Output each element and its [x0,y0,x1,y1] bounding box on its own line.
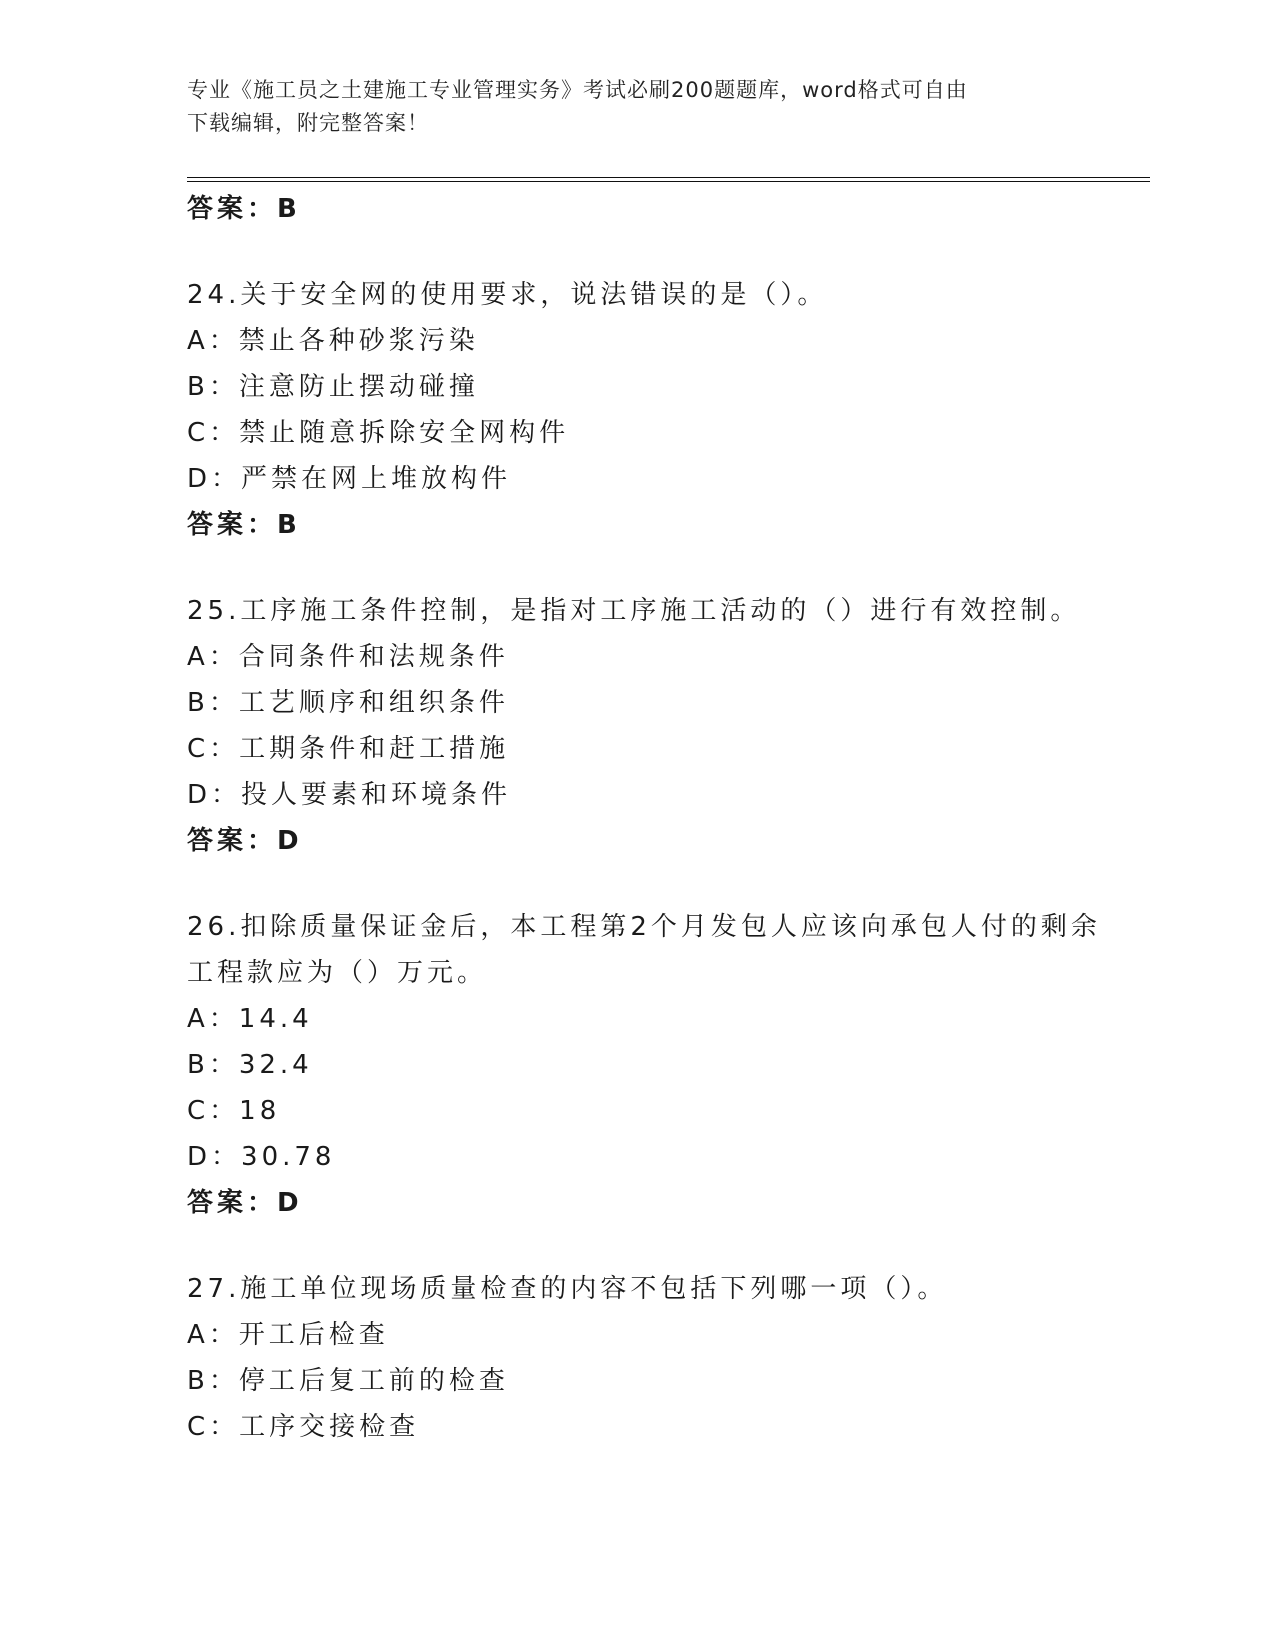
question-stem: 27.施工单位现场质量检查的内容不包括下列哪一项（）。 [187,1274,948,1304]
answer: 答案：B [187,510,301,540]
answer: 答案：D [187,826,303,856]
header-line-1: 专业《施工员之土建施工专业管理实务》考试必刷200题题库，word格式可自由 [187,78,968,102]
option-a: A：合同条件和法规条件 [187,642,509,672]
option-d: D：30.78 [187,1142,336,1172]
question-stem: 24.关于安全网的使用要求，说法错误的是（）。 [187,280,828,310]
question-stem [187,904,1127,996]
option-b: B：工艺顺序和组织条件 [187,688,509,718]
question-26 [187,904,1127,1226]
option-a: A：开工后检查 [187,1320,389,1350]
option-a: A：禁止各种砂浆污染 [187,326,479,356]
option-a: A：14.4 [187,1004,313,1034]
option-b: B：停工后复工前的检查 [187,1366,509,1396]
option-d: D：投人要素和环境条件 [187,780,512,810]
option-d: D：严禁在网上堆放构件 [187,464,512,494]
document-header [187,74,1087,140]
question-stem-line-1: 26.扣除质量保证金后，本工程第2个月发包人应该向承包人付的剩余 [187,912,1101,942]
question-list [187,186,1127,1450]
option-c: C：18 [187,1096,281,1126]
question-27 [187,1266,1127,1450]
question-stem-line-2: 工程款应为（）万元。 [187,958,488,988]
previous-answer: 答案：B [187,194,301,224]
option-c: C：工期条件和赶工措施 [187,734,510,764]
answer: 答案：D [187,1188,303,1218]
header-rule-top [187,177,1150,178]
question-25 [187,588,1127,864]
question-stem: 25.工序施工条件控制，是指对工序施工活动的（）进行有效控制。 [187,596,1081,626]
option-b: B：32.4 [187,1050,313,1080]
header-line-2: 下载编辑，附完整答案！ [187,111,429,135]
header-rule-bottom [187,181,1150,182]
option-c: C：禁止随意拆除安全网构件 [187,418,570,448]
option-c: C：工序交接检查 [187,1412,420,1442]
option-b: B：注意防止摆动碰撞 [187,372,479,402]
question-24 [187,272,1127,548]
